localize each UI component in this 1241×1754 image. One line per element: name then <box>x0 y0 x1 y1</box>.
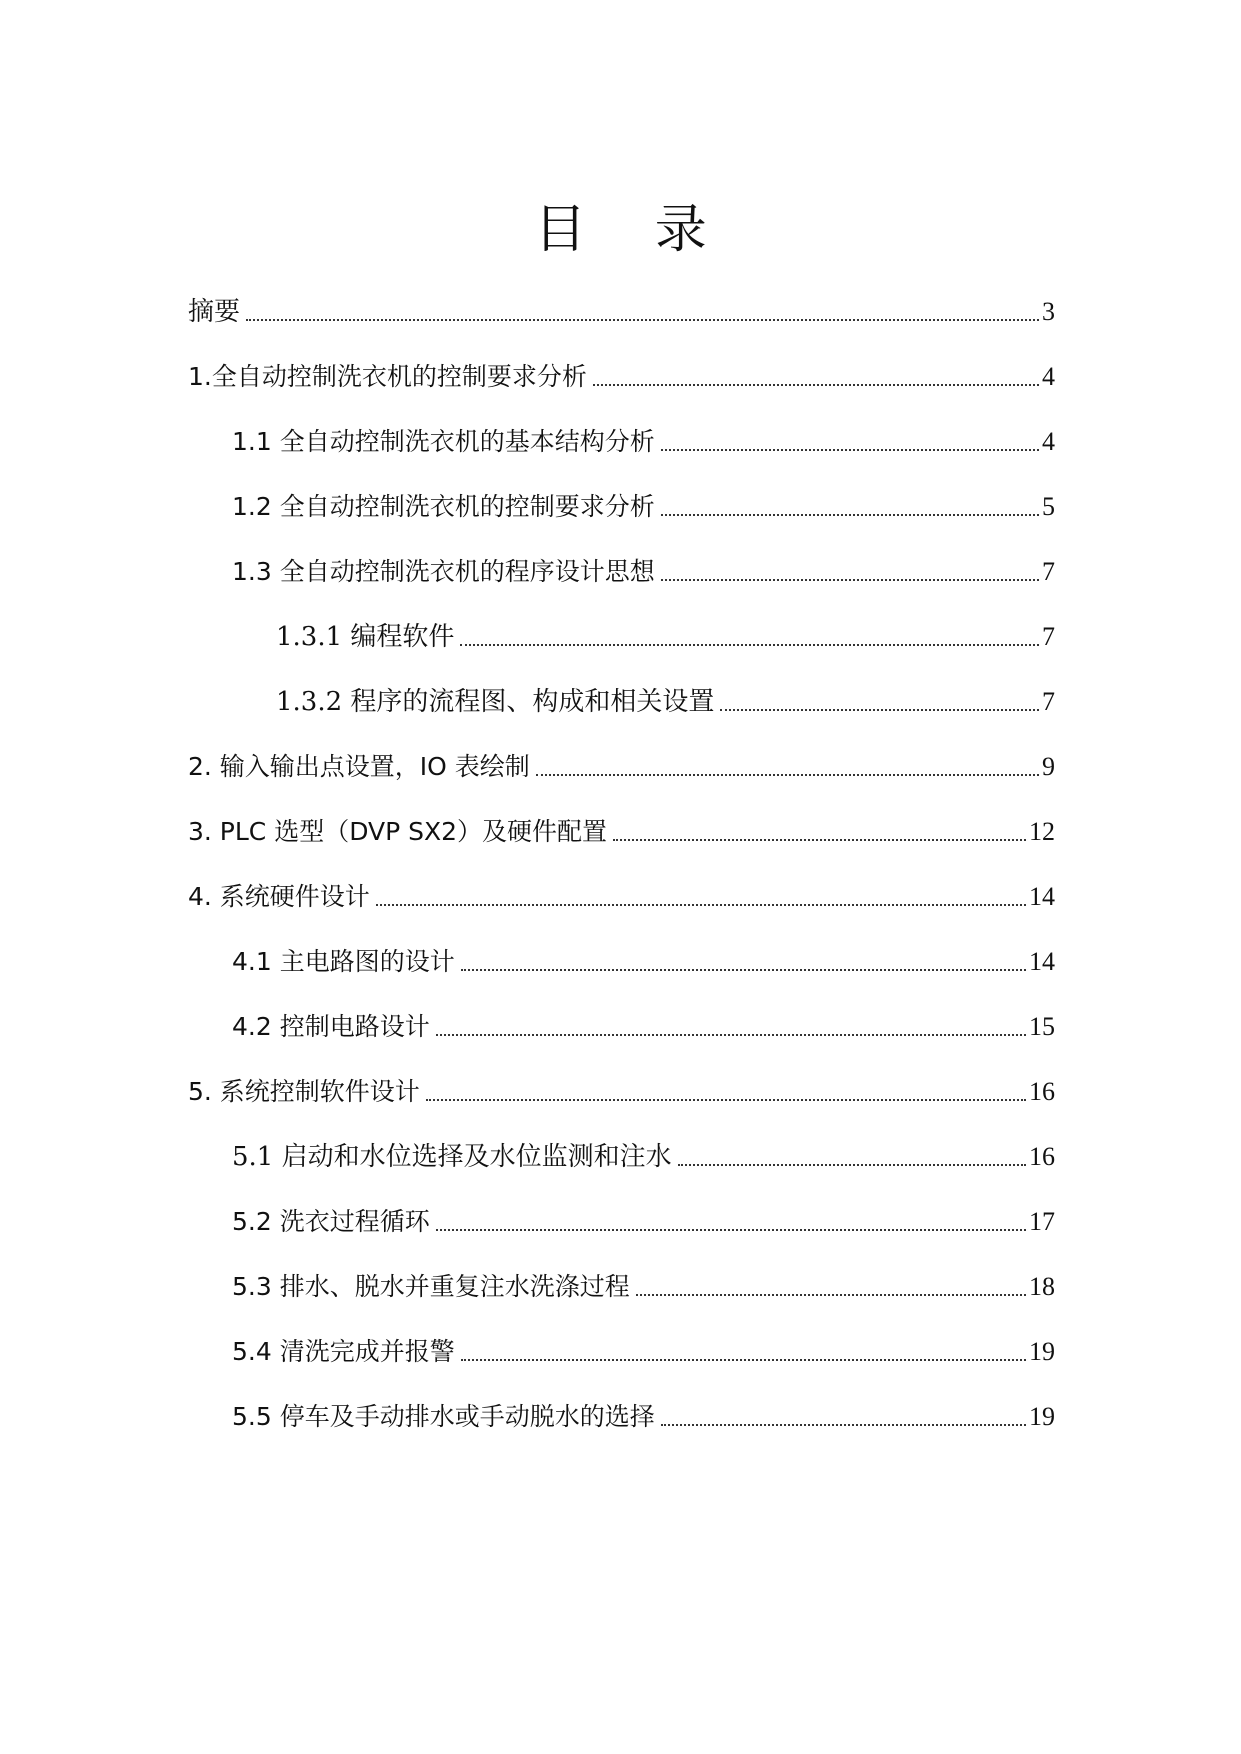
dot-leader <box>426 1099 1026 1101</box>
page-title: 目 录 <box>534 200 733 260</box>
toc-entry-5-3[interactable] <box>232 1264 1055 1304</box>
toc-entry-5-1[interactable] <box>232 1134 1055 1174</box>
toc-entry-abstract[interactable] <box>188 289 1055 329</box>
toc-entry-1-1[interactable] <box>232 419 1055 459</box>
toc-entry-label: 4.2 控制电路设计 <box>232 1012 430 1041</box>
toc-page-number: 16 <box>1029 1077 1055 1106</box>
toc-entry-label: 5.5 停车及手动排水或手动脱水的选择 <box>232 1402 655 1431</box>
toc-entry-label: 5.1 启动和水位选择及水位监测和注水 <box>232 1142 672 1172</box>
toc-entry-label: 2. 输入输出点设置，IO 表绘制 <box>188 752 530 781</box>
toc-entry-4-1[interactable] <box>232 939 1055 979</box>
dot-leader <box>661 1424 1026 1426</box>
toc-entry-label: 1.2 全自动控制洗衣机的控制要求分析 <box>232 492 655 521</box>
toc-entry-4-2[interactable] <box>232 1004 1055 1044</box>
dot-leader <box>436 1229 1026 1231</box>
toc-entry-label: 摘要 <box>188 297 241 327</box>
dot-leader <box>461 1359 1026 1361</box>
dot-leader <box>636 1294 1026 1296</box>
dot-leader <box>536 774 1039 776</box>
toc-entry-label: 1.全自动控制洗衣机的控制要求分析 <box>188 362 587 391</box>
dot-leader <box>661 449 1039 451</box>
dot-leader <box>661 579 1039 581</box>
toc-page-number: 4 <box>1042 362 1055 391</box>
toc-page-number: 7 <box>1042 687 1055 716</box>
toc-page-number: 19 <box>1029 1337 1055 1366</box>
toc-entry-label: 4.1 主电路图的设计 <box>232 947 455 976</box>
toc-page-number: 15 <box>1029 1012 1055 1041</box>
dot-leader <box>376 904 1026 906</box>
toc-entry-label: 1.3.2 程序的流程图、构成和相关设置 <box>276 687 715 717</box>
dot-leader <box>720 709 1039 711</box>
dot-leader <box>661 514 1039 516</box>
toc-page-number: 14 <box>1029 947 1055 976</box>
dot-leader <box>461 969 1026 971</box>
toc-entry-label: 3. PLC 选型（DVP SX2）及硬件配置 <box>188 817 608 846</box>
toc-entry-label: 5.4 清洗完成并报警 <box>232 1337 455 1366</box>
dot-leader <box>678 1164 1026 1166</box>
toc-entry-3[interactable] <box>188 809 1055 849</box>
dot-leader <box>436 1034 1026 1036</box>
toc-page-number: 7 <box>1042 622 1055 651</box>
toc-page-number: 5 <box>1042 492 1055 521</box>
toc-entry-1-2[interactable] <box>232 484 1055 524</box>
toc-page-number: 19 <box>1029 1402 1055 1431</box>
toc-page-number: 9 <box>1042 752 1055 781</box>
toc-entry-5-4[interactable] <box>232 1329 1055 1369</box>
toc-entry-4[interactable] <box>188 874 1055 914</box>
toc-page-number: 17 <box>1029 1207 1055 1236</box>
toc-page-number: 7 <box>1042 557 1055 586</box>
toc-entry-label: 5.2 洗衣过程循环 <box>232 1207 430 1236</box>
toc-page-number: 18 <box>1029 1272 1055 1301</box>
dot-leader <box>613 839 1026 841</box>
toc-page-number: 4 <box>1042 427 1055 456</box>
dot-leader <box>460 644 1039 646</box>
toc-entry-label: 5.3 排水、脱水并重复注水洗涤过程 <box>232 1272 630 1301</box>
toc-entry-label: 1.3 全自动控制洗衣机的程序设计思想 <box>232 557 655 586</box>
toc-entry-label: 4. 系统硬件设计 <box>188 882 370 911</box>
toc-entry-label: 1.3.1 编程软件 <box>276 622 455 652</box>
dot-leader <box>593 384 1039 386</box>
toc-entry-1-3[interactable] <box>232 549 1055 589</box>
dot-leader <box>246 319 1039 321</box>
toc-entry-2[interactable] <box>188 744 1055 784</box>
toc-page-number: 14 <box>1029 882 1055 911</box>
toc-entry-label: 5. 系统控制软件设计 <box>188 1077 420 1106</box>
toc-entry-5-5[interactable] <box>232 1394 1055 1434</box>
toc-entry-1-3-1[interactable] <box>276 614 1055 654</box>
toc-page-number: 3 <box>1042 297 1055 326</box>
toc-entry-5-2[interactable] <box>232 1199 1055 1239</box>
toc-page-number: 12 <box>1029 817 1055 846</box>
toc-entry-1-3-2[interactable] <box>276 679 1055 719</box>
toc-entry-label: 1.1 全自动控制洗衣机的基本结构分析 <box>232 427 655 456</box>
toc-entry-1[interactable] <box>188 354 1055 394</box>
toc-entry-5[interactable] <box>188 1069 1055 1109</box>
toc-page-number: 16 <box>1029 1142 1055 1171</box>
